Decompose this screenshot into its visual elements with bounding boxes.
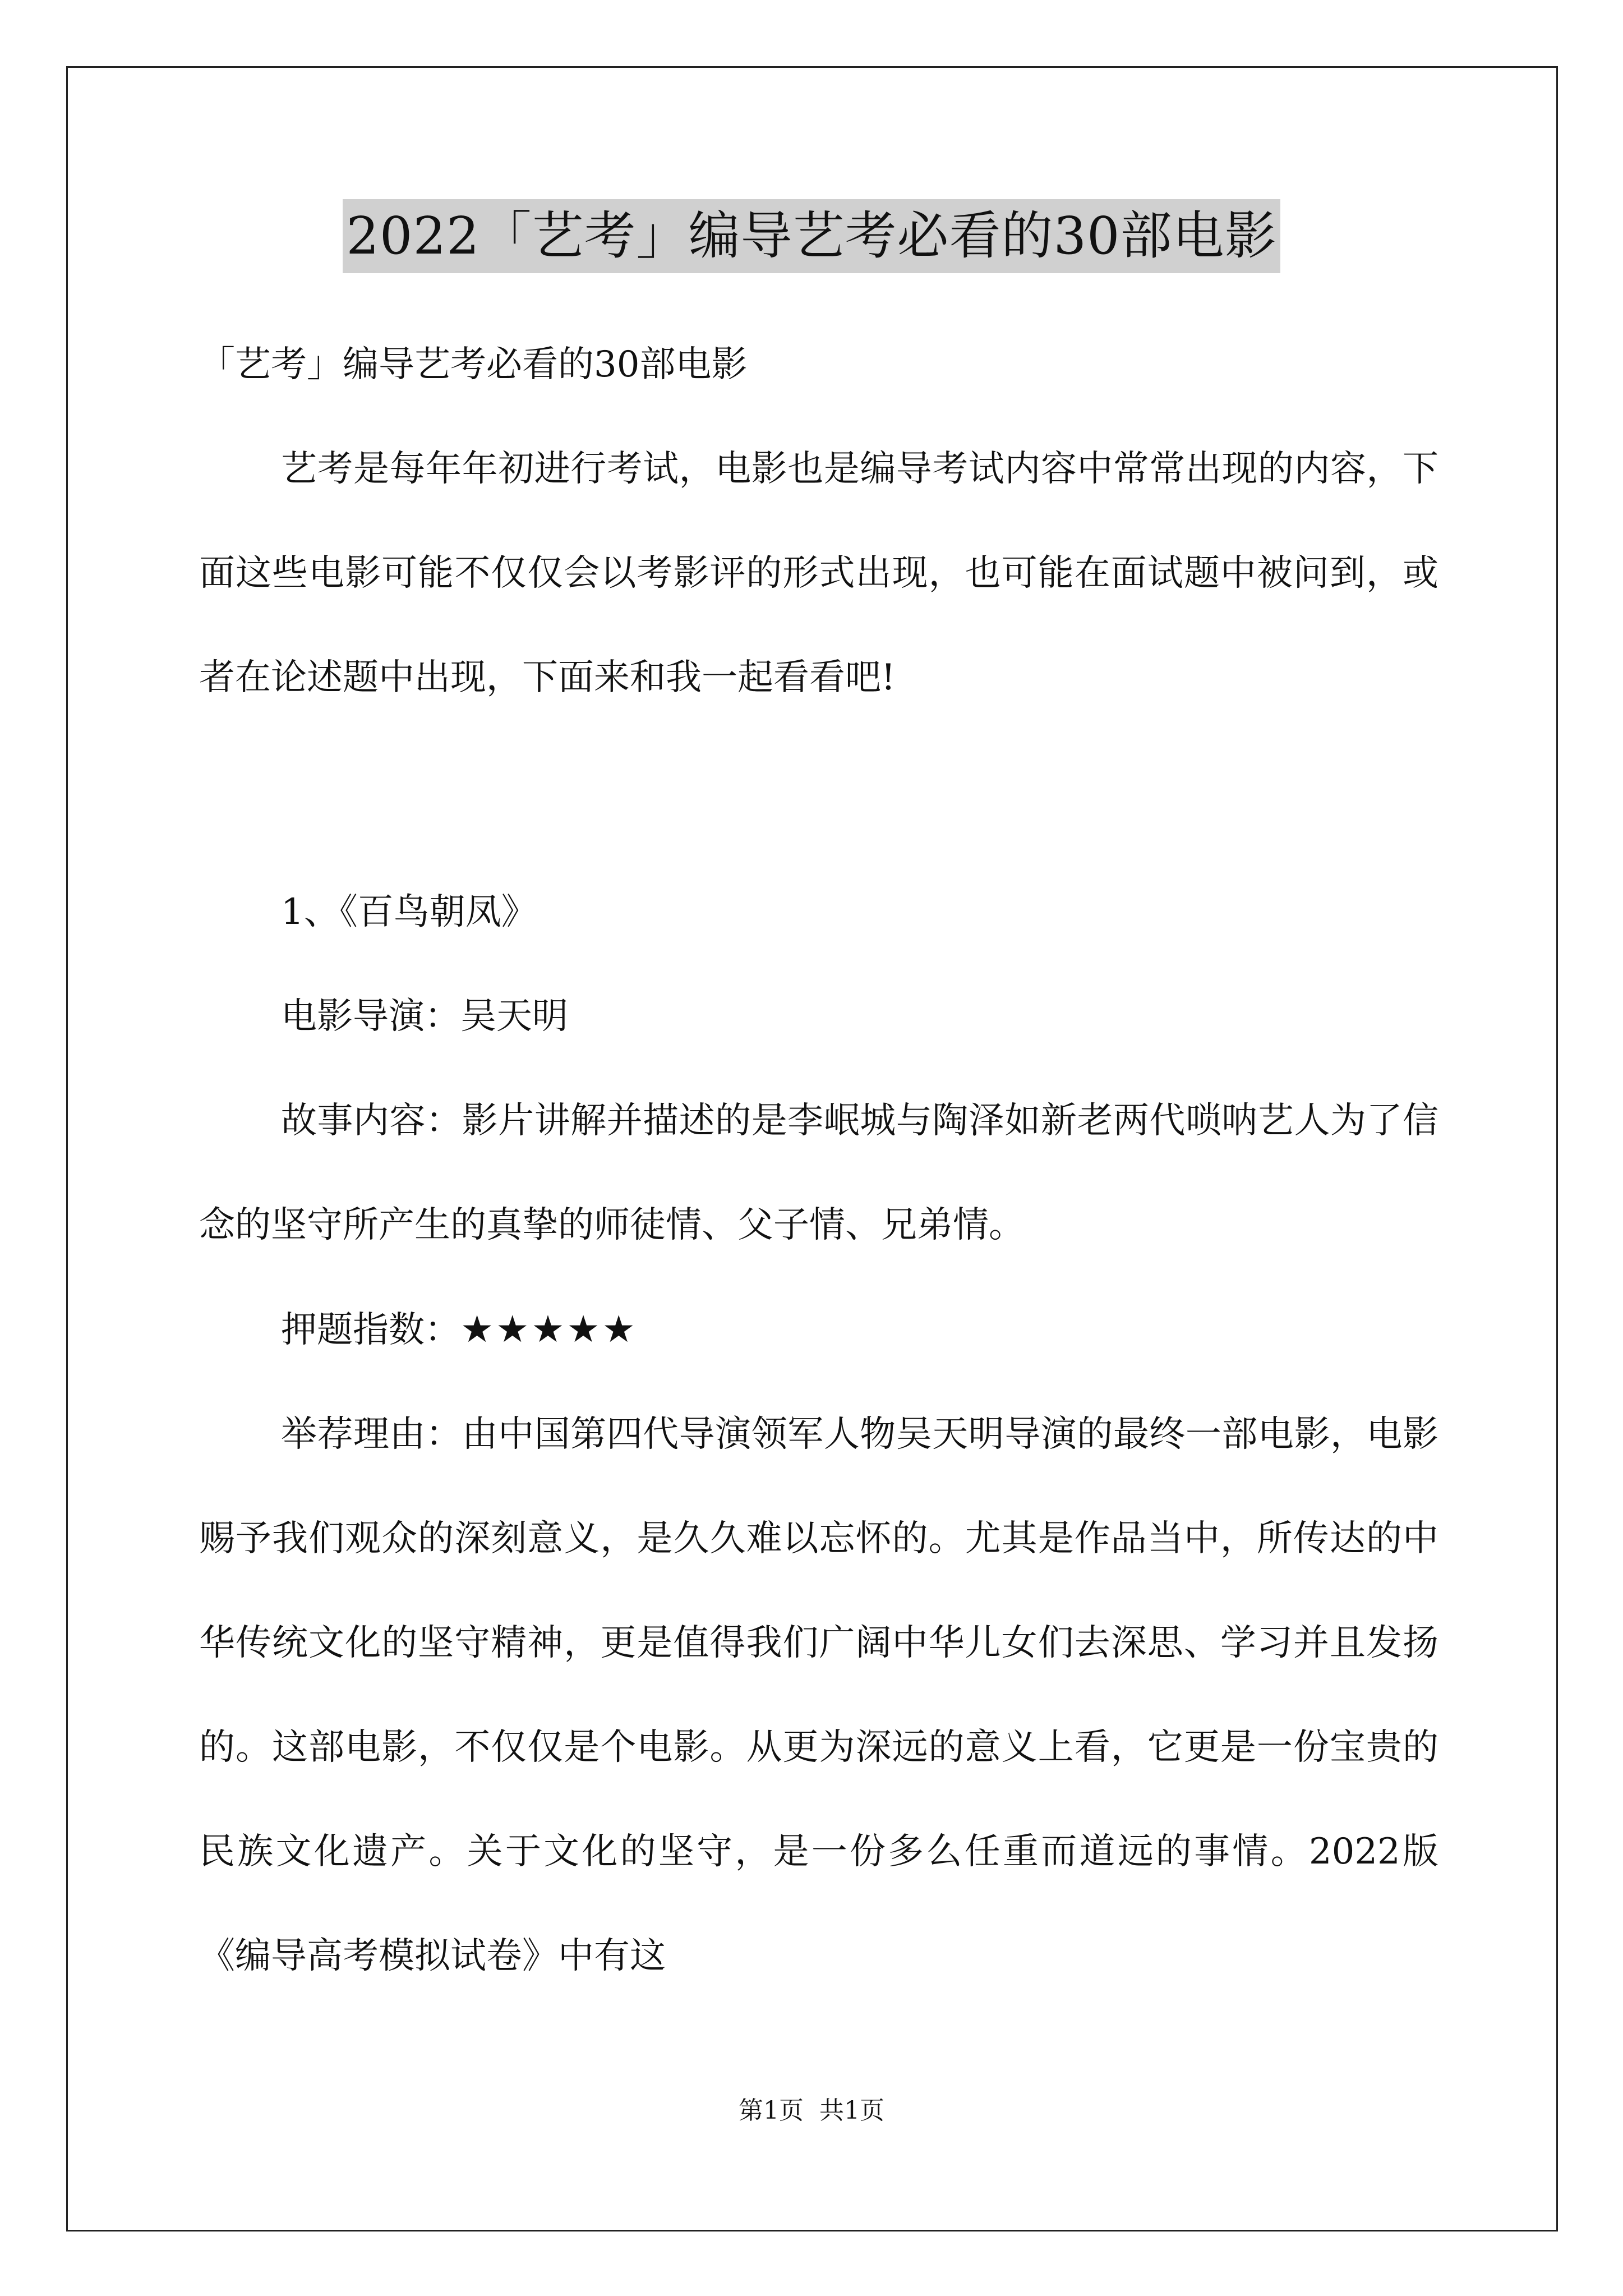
subtitle-paragraph: 「艺考」编导艺考必看的30部电影 <box>199 344 748 385</box>
title-container <box>0 199 1623 273</box>
film-rating <box>199 1277 1438 1382</box>
rating-label: 押题指数： <box>281 1309 460 1351</box>
film-heading: 1、《百鸟朝凤》 <box>281 891 537 933</box>
film-reason: 举荐理由：由中国第四代导演领军人物吴天明导演的最终一部电影，电影赐予我们观众的深刻意义，是久久难以忘怀的。尤其是作品当中，所传达的中华传统文化的坚守精神，更是值得我们广阔中华儿女们去深思、学习并且发扬的。这部电影，不仅仅是个电影。从更为深远的意义上看，它更是一份宝贵的民族文化遗产。关于文化的坚守，是一份多么任重而道远的事情。2022版《编导高考模拟试卷》中有这 <box>199 1414 1438 1977</box>
intro-paragraph: 艺考是每年年初进行考试，电影也是编导考试内容中常常出现的内容，下面这些电影可能不仅仅会以考影评的形式出现，也可能在面试题中被问到，或者在论述题中出现，下面来和我一起看看吧! <box>199 448 1438 698</box>
page-title: 2022「艺考」编导艺考必看的30部电影 <box>343 199 1280 273</box>
page-footer <box>0 2094 1623 2128</box>
page-number-current: 第1页 <box>739 2096 804 2125</box>
film-director: 电影导演：吴天明 <box>281 996 568 1037</box>
page-number-total: 共1页 <box>819 2096 884 2125</box>
rating-stars: ★★★★★ <box>460 1308 638 1351</box>
film-story: 故事内容：影片讲解并描述的是李岷城与陶泽如新老两代唢呐艺人为了信念的坚守所产生的真挚的师徒情、父子情、兄弟情。 <box>199 1100 1438 1246</box>
document-body <box>199 312 1438 730</box>
film-section <box>199 860 1438 2008</box>
